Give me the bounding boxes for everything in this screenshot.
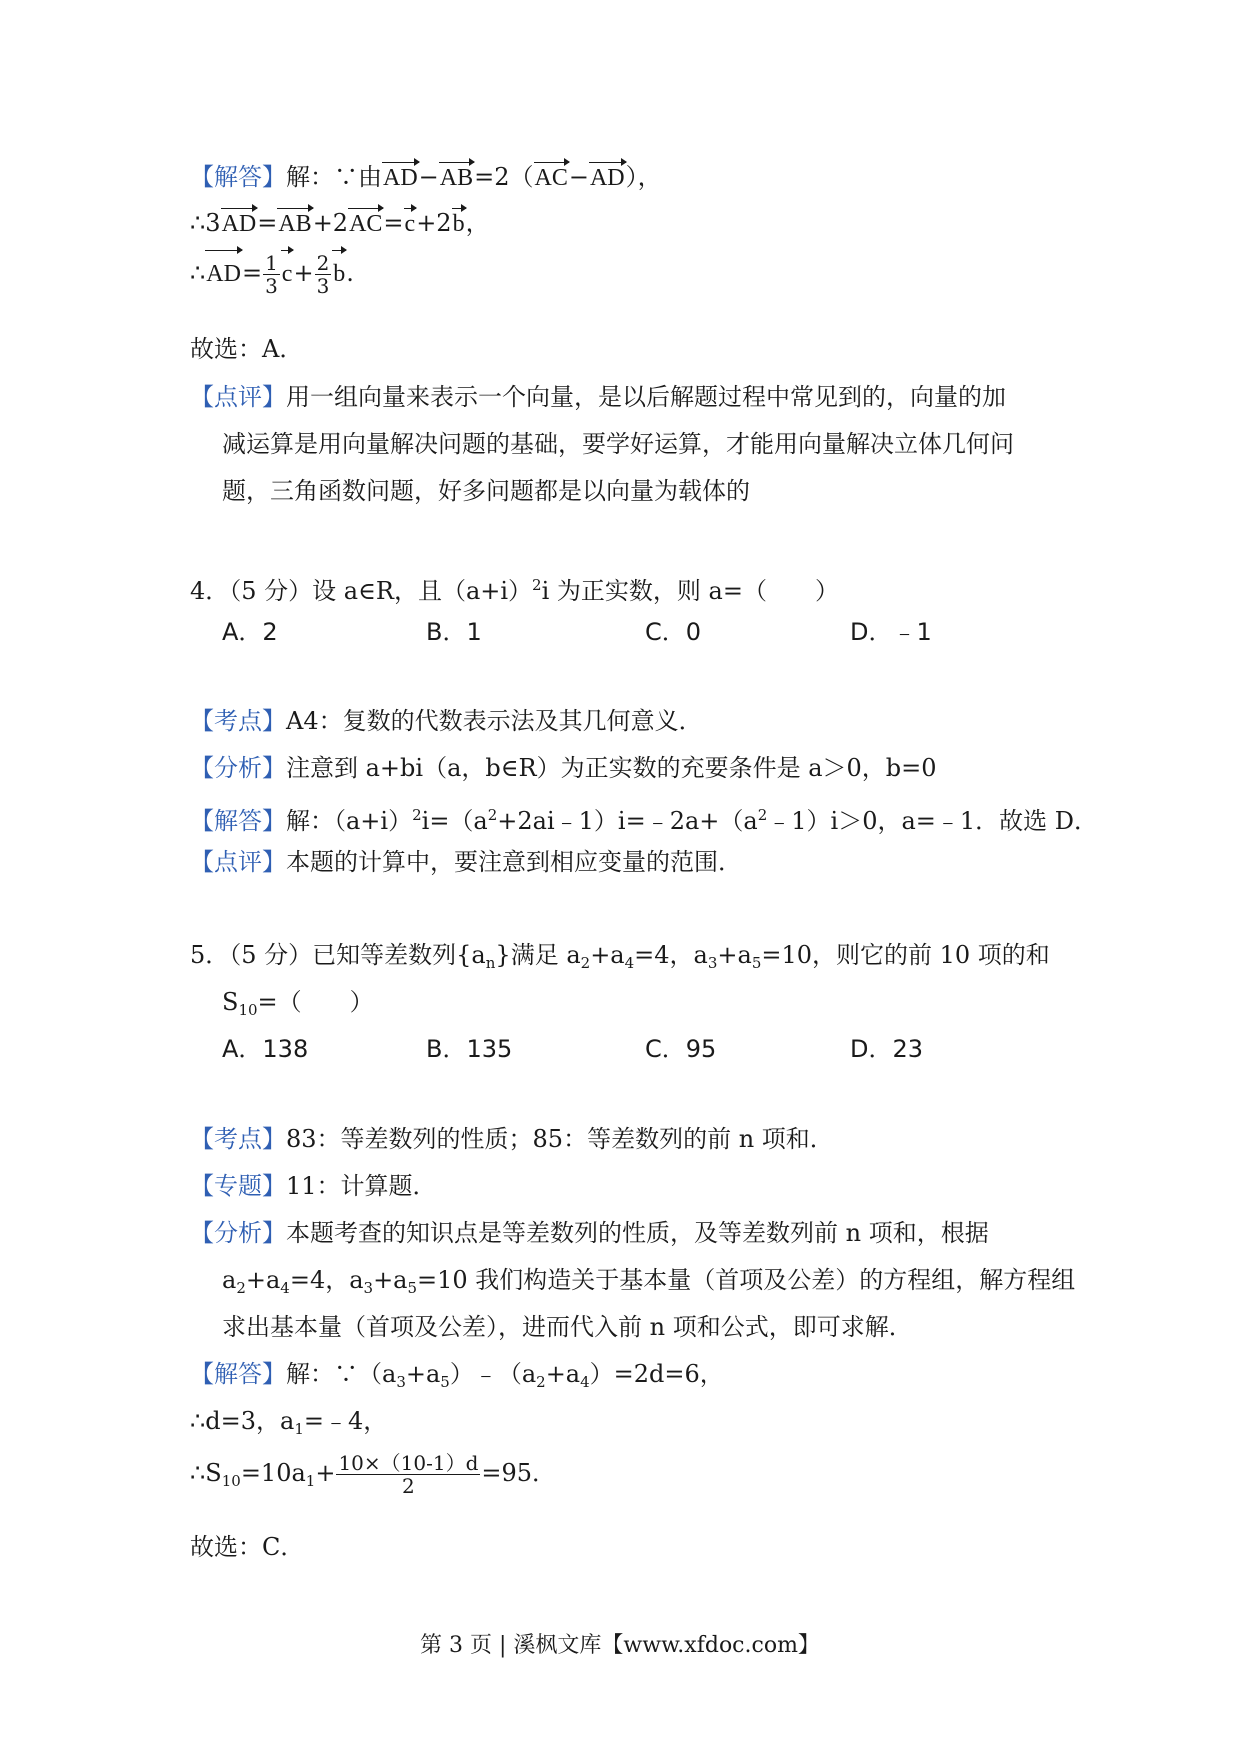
q4-fenxi: 【分析】注意到 a+bi（a，b∈R）为正实数的充要条件是 a＞0，b=0 xyxy=(190,754,937,782)
q5-option-a: A．138 xyxy=(222,1035,309,1063)
vector-ac: AC xyxy=(348,207,383,241)
q3-review-l3: 题，三角函数问题，好多问题都是以向量为载体的 xyxy=(222,477,750,505)
q3-review-l1: 【点评】用一组向量来表示一个向量，是以后解题过程中常见到的，向量的加 xyxy=(190,383,1006,411)
q5-option-c: C．95 xyxy=(645,1035,717,1063)
q4-option-b: B．1 xyxy=(426,618,482,646)
q5-step2: ∴d=3，$a_1=﹣4$， xyxy=(190,1407,388,1438)
q3-choose: 故选：A． xyxy=(190,335,304,363)
vector-b: b xyxy=(452,207,466,241)
fraction-sum-formula: $\frac{10\times(10-1)d}{2}$ xyxy=(338,1451,479,1498)
vector-ad: AD xyxy=(205,249,242,299)
vector-ab: AB xyxy=(277,207,312,241)
vector-b: b xyxy=(332,249,346,299)
vector-ab: AB xyxy=(439,161,474,195)
fraction-one-third: $\frac{1}{3}$ xyxy=(265,251,278,298)
q4-option-d: D．﹣1 xyxy=(850,618,932,646)
fraction-two-thirds: $\frac{2}{3}$ xyxy=(316,251,330,298)
q4-jieda: 【解答】解：$(a+i)^2i=(a^2+2ai﹣1)i=﹣2a+(a^2﹣1)i>0$，a=﹣1．故选 D． xyxy=(190,806,1099,835)
vector-ad: AD xyxy=(221,207,258,241)
q4-option-c: C．0 xyxy=(645,618,702,646)
review-tag: 【点评】 xyxy=(190,383,286,411)
vector-ac: AC xyxy=(534,161,569,195)
q5-kaodian: 【考点】83：等差数列的性质；85：等差数列的前 n 项和． xyxy=(190,1125,834,1153)
q5-stem-l1: 5．（5 分）已知等差数列$\{a_n\}$满足 $a_2+a_4=4$，$a_3+a_5=10$，则它的前 10 项的和 xyxy=(190,941,1050,972)
q3-step3: ∴AD= $\frac{1}{3}$ c+ $\frac{2}{3}$ b. xyxy=(190,251,354,298)
vector-c: c xyxy=(281,249,294,299)
q5-fenxi-l1: 【分析】本题考查的知识点是等差数列的性质，及等差数列前 n 项和，根据 xyxy=(190,1219,989,1247)
answer-tag: 【解答】 xyxy=(190,163,286,191)
q5-zhuanti: 【专题】11：计算题． xyxy=(190,1172,437,1200)
vector-c: c xyxy=(404,207,417,241)
q3-step2: ∴3AD=AB+2AC=c+2b， xyxy=(190,206,490,241)
q4-stem: 4．（5 分）设 a∈R，且$(a+i)^2i$ 为正实数，则 a=（ ） xyxy=(190,576,839,605)
q5-option-b: B．135 xyxy=(426,1035,513,1063)
vector-ad: AD xyxy=(382,161,419,195)
q5-stem-l2: $S_{10}=$（ ） xyxy=(222,988,374,1019)
q5-option-d: D．23 xyxy=(850,1035,924,1063)
q5-choose: 故选：C． xyxy=(190,1533,305,1561)
page-footer: 第 3 页 | 溪枫文库【www.xfdoc.com】 xyxy=(420,1633,820,1658)
q4-kaodian: 【考点】A4：复数的代数表示法及其几何意义． xyxy=(190,707,703,735)
q3-review-l2: 减运算是用向量解决问题的基础，要学好运算，才能用向量解决立体几何问 xyxy=(222,430,1014,458)
q3-answer-line: 【解答】解：∵由AD−AB=2（AC−AD）， xyxy=(190,160,662,195)
q4-option-a: A．2 xyxy=(222,618,278,646)
q5-step3: $\therefore S_{10}=10a_1+$ $\frac{10\times(10-1)d}{2}$ =95． xyxy=(190,1451,557,1498)
q5-fenxi-l3: 求出基本量（首项及公差），进而代入前 n 项和公式，即可求解． xyxy=(222,1313,913,1341)
vector-ad: AD xyxy=(589,161,626,195)
q5-jieda: 【解答】解：$\because(a_3+a_5)﹣(a_2+a_4)=2d=6$， xyxy=(190,1360,724,1391)
q5-fenxi-l2: $a_2+a_4=4$，$a_3+a_5=10$ 我们构造关于基本量（首项及公差）的方程组，解方程组 xyxy=(222,1266,1076,1297)
q4-dianping: 【点评】本题的计算中，要注意到相应变量的范围． xyxy=(190,848,742,876)
